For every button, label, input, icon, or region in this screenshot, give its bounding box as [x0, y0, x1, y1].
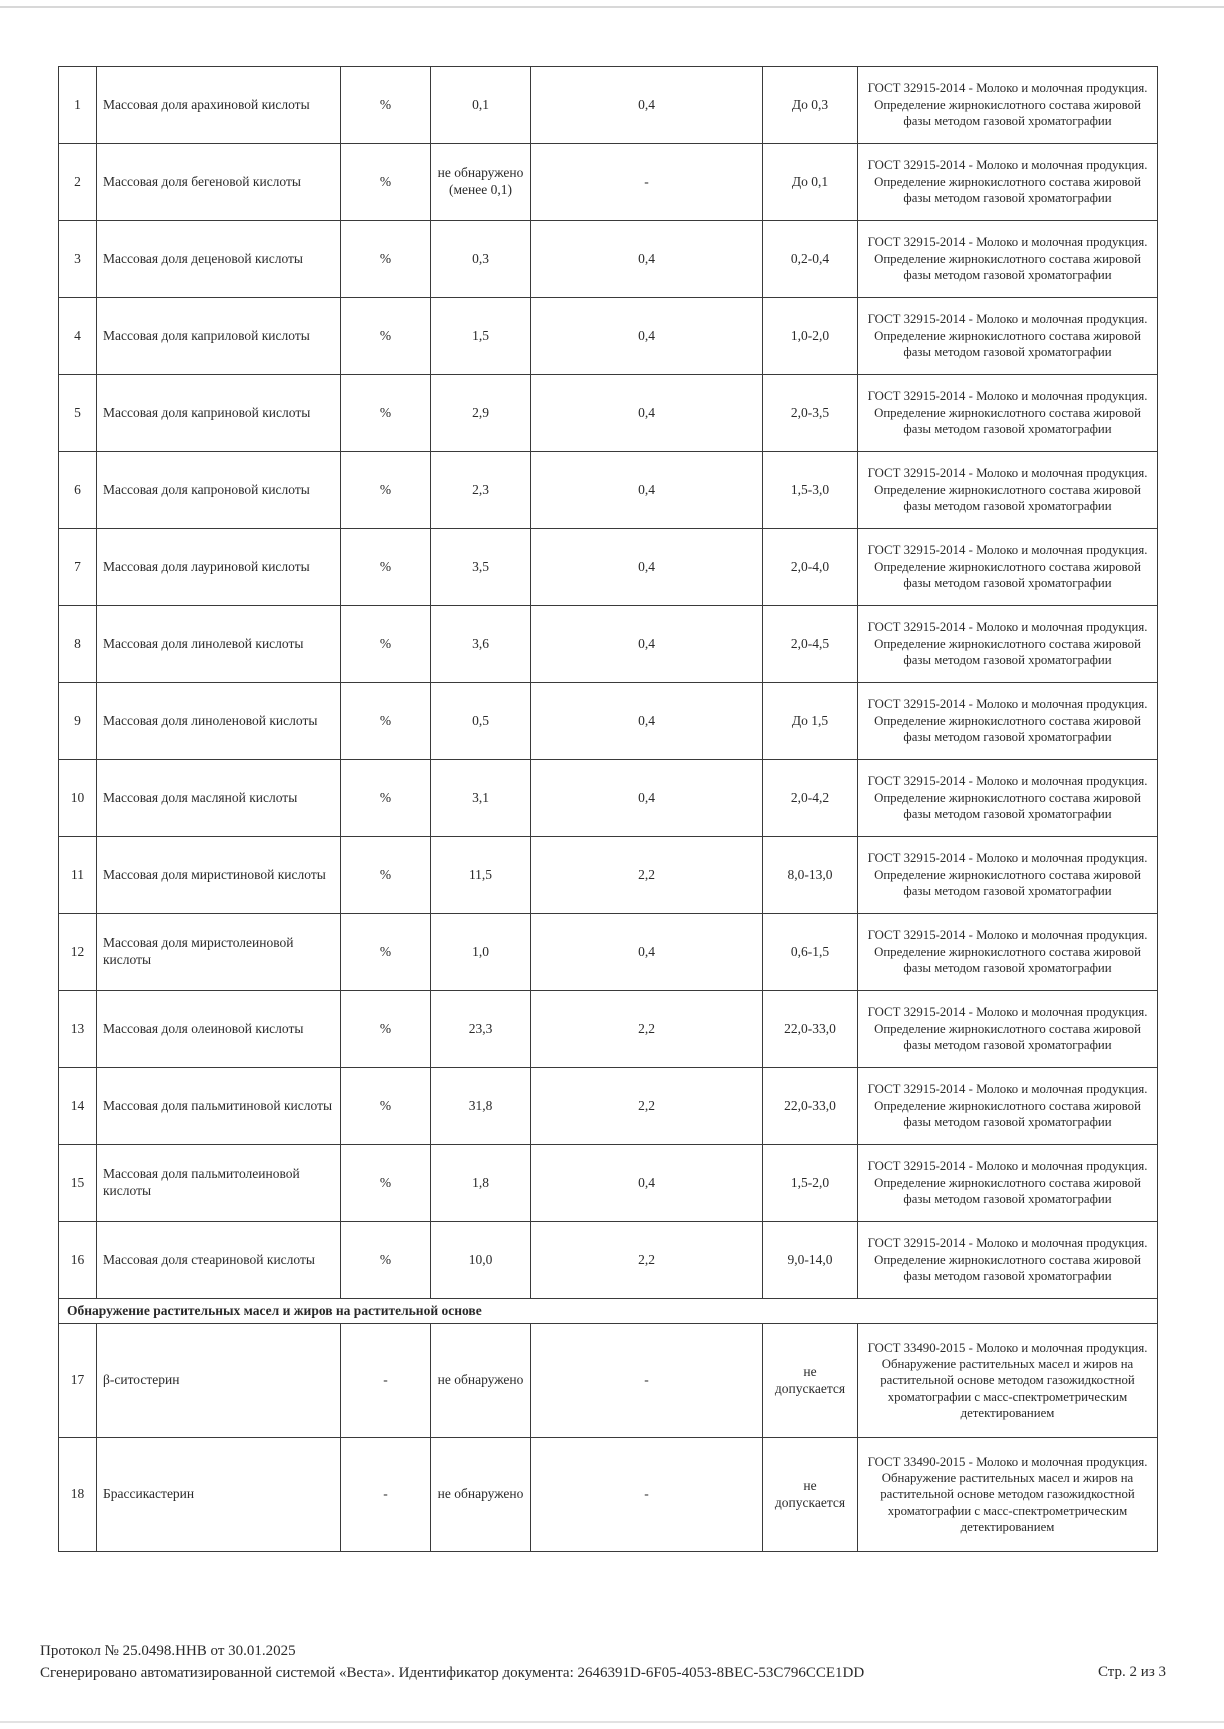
test-method: ГОСТ 33490-2015 - Молоко и молочная продукция. Обнаружение растительных масел и жиров на растительной основе методом газожидкостной хроматографии с масс-спектрометрическим детектированием: [858, 1324, 1158, 1438]
indicator-name: Массовая доля пальмитиновой кислоты: [97, 1068, 341, 1145]
unit: %: [341, 1145, 431, 1222]
unit: %: [341, 67, 431, 144]
error-value: -: [531, 1324, 763, 1438]
result-value: 1,0: [431, 914, 531, 991]
indicator-name: Массовая доля каприновой кислоты: [97, 375, 341, 452]
indicator-name: Брассикастерин: [97, 1438, 341, 1552]
norm-value: 1,0-2,0: [763, 298, 858, 375]
unit: %: [341, 606, 431, 683]
row-number: 3: [59, 221, 97, 298]
result-value: не обнаружено: [431, 1438, 531, 1552]
results-table-body: [59, 67, 1158, 1552]
error-value: 0,4: [531, 914, 763, 991]
table-row: [59, 914, 1158, 991]
norm-value: До 1,5: [763, 683, 858, 760]
table-row: [59, 529, 1158, 606]
test-method: ГОСТ 32915-2014 - Молоко и молочная продукция. Определение жирнокислотного состава жировой фазы методом газовой хроматографии: [858, 837, 1158, 914]
unit: %: [341, 914, 431, 991]
result-value: 2,3: [431, 452, 531, 529]
table-row: [59, 144, 1158, 221]
page-number: Стр. 2 из 3: [1098, 1664, 1166, 1680]
result-value: 10,0: [431, 1222, 531, 1299]
norm-value: не допускается: [763, 1438, 858, 1552]
norm-value: 1,5-2,0: [763, 1145, 858, 1222]
norm-value: 0,2-0,4: [763, 221, 858, 298]
indicator-name: β-ситостерин: [97, 1324, 341, 1438]
row-number: 18: [59, 1438, 97, 1552]
row-number: 9: [59, 683, 97, 760]
error-value: 2,2: [531, 1068, 763, 1145]
test-method: ГОСТ 32915-2014 - Молоко и молочная продукция. Определение жирнокислотного состава жировой фазы методом газовой хроматографии: [858, 375, 1158, 452]
table-row: [59, 1145, 1158, 1222]
result-value: 11,5: [431, 837, 531, 914]
error-value: 0,4: [531, 452, 763, 529]
error-value: -: [531, 144, 763, 221]
unit: %: [341, 760, 431, 837]
indicator-name: Массовая доля масляной кислоты: [97, 760, 341, 837]
error-value: 0,4: [531, 683, 763, 760]
norm-value: До 0,3: [763, 67, 858, 144]
table-row: [59, 1324, 1158, 1438]
unit: %: [341, 683, 431, 760]
table-row: [59, 452, 1158, 529]
table-row: [59, 1068, 1158, 1145]
row-number: 17: [59, 1324, 97, 1438]
row-number: 8: [59, 606, 97, 683]
row-number: 11: [59, 837, 97, 914]
result-value: 0,3: [431, 221, 531, 298]
test-method: ГОСТ 32915-2014 - Молоко и молочная продукция. Определение жирнокислотного состава жировой фазы методом газовой хроматографии: [858, 67, 1158, 144]
table-row: [59, 837, 1158, 914]
unit: %: [341, 144, 431, 221]
indicator-name: Массовая доля арахиновой кислоты: [97, 67, 341, 144]
unit: %: [341, 529, 431, 606]
error-value: 0,4: [531, 529, 763, 606]
test-method: ГОСТ 32915-2014 - Молоко и молочная продукция. Определение жирнокислотного состава жировой фазы методом газовой хроматографии: [858, 298, 1158, 375]
unit: %: [341, 1068, 431, 1145]
document-footer: [40, 1641, 1170, 1685]
norm-value: 2,0-4,2: [763, 760, 858, 837]
unit: %: [341, 452, 431, 529]
generated-by-note: Сгенерировано автоматизированной системой «Веста». Идентификатор документа: 2646391D-6F05-4053-8BEC-53C796CCE1DD: [40, 1664, 865, 1681]
scan-edge-top: [0, 6, 1224, 8]
test-method: ГОСТ 32915-2014 - Молоко и молочная продукция. Определение жирнокислотного состава жировой фазы методом газовой хроматографии: [858, 1222, 1158, 1299]
indicator-name: Массовая доля линоленовой кислоты: [97, 683, 341, 760]
unit: %: [341, 991, 431, 1068]
indicator-name: Массовая доля линолевой кислоты: [97, 606, 341, 683]
norm-value: 8,0-13,0: [763, 837, 858, 914]
table-row: [59, 683, 1158, 760]
row-number: 6: [59, 452, 97, 529]
result-value: 0,5: [431, 683, 531, 760]
test-method: ГОСТ 32915-2014 - Молоко и молочная продукция. Определение жирнокислотного состава жировой фазы методом газовой хроматографии: [858, 991, 1158, 1068]
norm-value: До 0,1: [763, 144, 858, 221]
error-value: 0,4: [531, 67, 763, 144]
result-value: 3,5: [431, 529, 531, 606]
test-method: ГОСТ 32915-2014 - Молоко и молочная продукция. Определение жирнокислотного состава жировой фазы методом газовой хроматографии: [858, 760, 1158, 837]
norm-value: 1,5-3,0: [763, 452, 858, 529]
row-number: 13: [59, 991, 97, 1068]
unit: %: [341, 221, 431, 298]
error-value: 0,4: [531, 760, 763, 837]
table-row: [59, 991, 1158, 1068]
row-number: 7: [59, 529, 97, 606]
unit: %: [341, 1222, 431, 1299]
indicator-name: Массовая доля пальмитолеиновой кислоты: [97, 1145, 341, 1222]
results-table: [58, 66, 1158, 1552]
error-value: 2,2: [531, 837, 763, 914]
test-method: ГОСТ 32915-2014 - Молоко и молочная продукция. Определение жирнокислотного состава жировой фазы методом газовой хроматографии: [858, 1068, 1158, 1145]
error-value: 2,2: [531, 1222, 763, 1299]
test-method: ГОСТ 33490-2015 - Молоко и молочная продукция. Обнаружение растительных масел и жиров на растительной основе методом газожидкостной хроматографии с масс-спектрометрическим детектированием: [858, 1438, 1158, 1552]
test-method: ГОСТ 32915-2014 - Молоко и молочная продукция. Определение жирнокислотного состава жировой фазы методом газовой хроматографии: [858, 606, 1158, 683]
row-number: 4: [59, 298, 97, 375]
row-number: 1: [59, 67, 97, 144]
result-value: 0,1: [431, 67, 531, 144]
result-value: 2,9: [431, 375, 531, 452]
row-number: 14: [59, 1068, 97, 1145]
indicator-name: Массовая доля лауриновой кислоты: [97, 529, 341, 606]
error-value: -: [531, 1438, 763, 1552]
result-value: 23,3: [431, 991, 531, 1068]
table-row: [59, 221, 1158, 298]
unit: %: [341, 375, 431, 452]
indicator-name: Массовая доля олеиновой кислоты: [97, 991, 341, 1068]
norm-value: 0,6-1,5: [763, 914, 858, 991]
unit: %: [341, 298, 431, 375]
error-value: 2,2: [531, 991, 763, 1068]
table-row: [59, 375, 1158, 452]
scan-edge-bottom: [0, 1721, 1224, 1723]
indicator-name: Массовая доля бегеновой кислоты: [97, 144, 341, 221]
norm-value: 22,0-33,0: [763, 991, 858, 1068]
result-value: 1,5: [431, 298, 531, 375]
table-row: [59, 606, 1158, 683]
error-value: 0,4: [531, 221, 763, 298]
table-row: [59, 1438, 1158, 1552]
result-value: не обнаружено (менее 0,1): [431, 144, 531, 221]
result-value: 3,1: [431, 760, 531, 837]
norm-value: 2,0-4,5: [763, 606, 858, 683]
row-number: 15: [59, 1145, 97, 1222]
result-value: 3,6: [431, 606, 531, 683]
norm-value: не допускается: [763, 1324, 858, 1438]
test-method: ГОСТ 32915-2014 - Молоко и молочная продукция. Определение жирнокислотного состава жировой фазы методом газовой хроматографии: [858, 683, 1158, 760]
test-method: ГОСТ 32915-2014 - Молоко и молочная продукция. Определение жирнокислотного состава жировой фазы методом газовой хроматографии: [858, 914, 1158, 991]
norm-value: 22,0-33,0: [763, 1068, 858, 1145]
test-method: ГОСТ 32915-2014 - Молоко и молочная продукция. Определение жирнокислотного состава жировой фазы методом газовой хроматографии: [858, 144, 1158, 221]
result-value: не обнаружено: [431, 1324, 531, 1438]
section-header-row: [59, 1299, 1158, 1324]
error-value: 0,4: [531, 606, 763, 683]
norm-value: 2,0-3,5: [763, 375, 858, 452]
indicator-name: Массовая доля миристиновой кислоты: [97, 837, 341, 914]
row-number: 12: [59, 914, 97, 991]
norm-value: 2,0-4,0: [763, 529, 858, 606]
norm-value: 9,0-14,0: [763, 1222, 858, 1299]
indicator-name: Массовая доля стеариновой кислоты: [97, 1222, 341, 1299]
row-number: 5: [59, 375, 97, 452]
test-method: ГОСТ 32915-2014 - Молоко и молочная продукция. Определение жирнокислотного состава жировой фазы методом газовой хроматографии: [858, 452, 1158, 529]
section-title: Обнаружение растительных масел и жиров на растительной основе: [59, 1299, 1158, 1324]
row-number: 16: [59, 1222, 97, 1299]
table-row: [59, 1222, 1158, 1299]
error-value: 0,4: [531, 1145, 763, 1222]
indicator-name: Массовая доля капроновой кислоты: [97, 452, 341, 529]
unit: -: [341, 1324, 431, 1438]
table-row: [59, 67, 1158, 144]
unit: -: [341, 1438, 431, 1552]
result-value: 1,8: [431, 1145, 531, 1222]
unit: %: [341, 837, 431, 914]
protocol-number: Протокол № 25.0498.ННВ от 30.01.2025: [40, 1643, 296, 1659]
test-method: ГОСТ 32915-2014 - Молоко и молочная продукция. Определение жирнокислотного состава жировой фазы методом газовой хроматографии: [858, 221, 1158, 298]
indicator-name: Массовая доля деценовой кислоты: [97, 221, 341, 298]
test-method: ГОСТ 32915-2014 - Молоко и молочная продукция. Определение жирнокислотного состава жировой фазы методом газовой хроматографии: [858, 529, 1158, 606]
row-number: 2: [59, 144, 97, 221]
indicator-name: Массовая доля миристолеиновой кислоты: [97, 914, 341, 991]
result-value: 31,8: [431, 1068, 531, 1145]
indicator-name: Массовая доля каприловой кислоты: [97, 298, 341, 375]
table-row: [59, 760, 1158, 837]
table-row: [59, 298, 1158, 375]
error-value: 0,4: [531, 298, 763, 375]
error-value: 0,4: [531, 375, 763, 452]
test-method: ГОСТ 32915-2014 - Молоко и молочная продукция. Определение жирнокислотного состава жировой фазы методом газовой хроматографии: [858, 1145, 1158, 1222]
row-number: 10: [59, 760, 97, 837]
